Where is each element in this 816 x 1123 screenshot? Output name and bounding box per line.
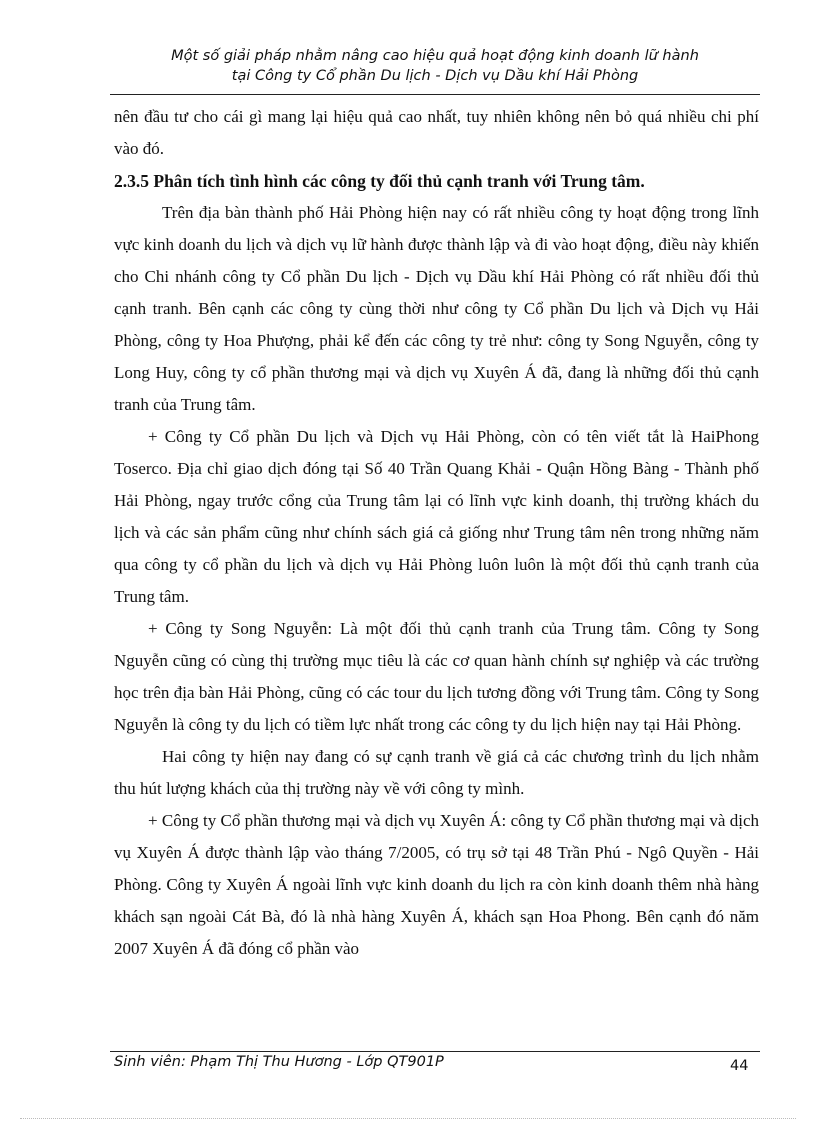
paragraph-toserco: + Công ty Cổ phần Du lịch và Dịch vụ Hải Phòng, còn có tên viết tắt là HaiPhong Toserco. Địa chỉ giao dịch đóng tại Số 40 Trần Quang Khải - Quận Hồng Bàng - Thành phố Hải Phòng, ngay trước cổng của Trung tâm lại có lĩnh vực kinh doanh, thị trường khách du lịch và các sản phẩm cũng như chính sách giá cả giống như Trung tâm nên trong những năm qua công ty cổ phần du lịch và dịch vụ Hải Phòng luôn luôn là một đối thủ cạnh tranh của Trung tâm. xyxy=(114,427,759,606)
header-line-1: Một số giải pháp nhằm nâng cao hiệu quả hoạt động kinh doanh lữ hành xyxy=(171,48,699,64)
paragraph-song-nguyen: + Công ty Song Nguyễn: Là một đối thủ cạnh tranh của Trung tâm. Công ty Song Nguyễn cũng có cùng thị trường mục tiêu là các cơ quan hành chính sự nghiệp và các trường học trên địa bàn Hải Phòng, cũng có các tour du lịch tương đồng với Trung tâm. Công ty Song Nguyễn là công ty du lịch có tiềm lực nhất trong các công ty du lịch hiện nay tại Hải Phòng. xyxy=(114,619,759,734)
section-heading: 2.3.5 Phân tích tình hình các công ty đối thủ cạnh tranh với Trung tâm. xyxy=(114,171,645,191)
page-header xyxy=(110,46,760,86)
paragraph-xuyen-a: + Công ty Cổ phần thương mại và dịch vụ Xuyên Á: công ty Cổ phần thương mại và dịch vụ Xuyên Á được thành lập vào tháng 7/2005, có trụ sở tại 48 Trần Phú - Ngô Quyền - Hải Phòng. Công ty Xuyên Á ngoài lĩnh vực kinh doanh du lịch ra còn kinh doanh thêm nhà hàng khách sạn ngoài Cát Bà, đó là nhà hàng Xuyên Á, khách sạn Hoa Phong. Bên cạnh đó năm 2007 Xuyên Á đã đóng cổ phần vào xyxy=(114,811,759,958)
paragraph-price-competition: Hai công ty hiện nay đang có sự cạnh tranh về giá cả các chương trình du lịch nhằm thu hút lượng khách của thị trường này về với công ty mình. xyxy=(114,747,759,798)
footer-author: Sinh viên: Phạm Thị Thu Hương - Lớp QT901P xyxy=(114,1054,444,1070)
paragraph-continued: nên đầu tư cho cái gì mang lại hiệu quả cao nhất, tuy nhiên không nên bỏ quá nhiều chi phí vào đó. xyxy=(114,107,759,158)
footer-divider xyxy=(110,1051,760,1052)
page-bottom-border xyxy=(20,1118,796,1119)
page-body xyxy=(114,101,759,965)
header-line-2: tại Công ty Cổ phần Du lịch - Dịch vụ Dầu khí Hải Phòng xyxy=(231,68,639,84)
page-number: 44 xyxy=(730,1058,749,1074)
paragraph-intro: Trên địa bàn thành phố Hải Phòng hiện nay có rất nhiều công ty hoạt động trong lĩnh vực kinh doanh du lịch và dịch vụ lữ hành được thành lập và đi vào hoạt động, điều này khiến cho Chi nhánh công ty Cổ phần Du lịch - Dịch vụ Dầu khí Hải Phòng có rất nhiều đối thủ cạnh tranh. Bên cạnh các công ty cùng thời như công ty Cổ phần Du lịch và Dịch vụ Hải Phòng, công ty Hoa Phượng, phải kể đến các công ty trẻ như: công ty Song Nguyễn, công ty Long Huy, công ty cổ phần thương mại và dịch vụ Xuyên Á đã, đang là những đối thủ cạnh tranh của Trung tâm. xyxy=(114,203,759,414)
header-divider xyxy=(110,94,760,95)
